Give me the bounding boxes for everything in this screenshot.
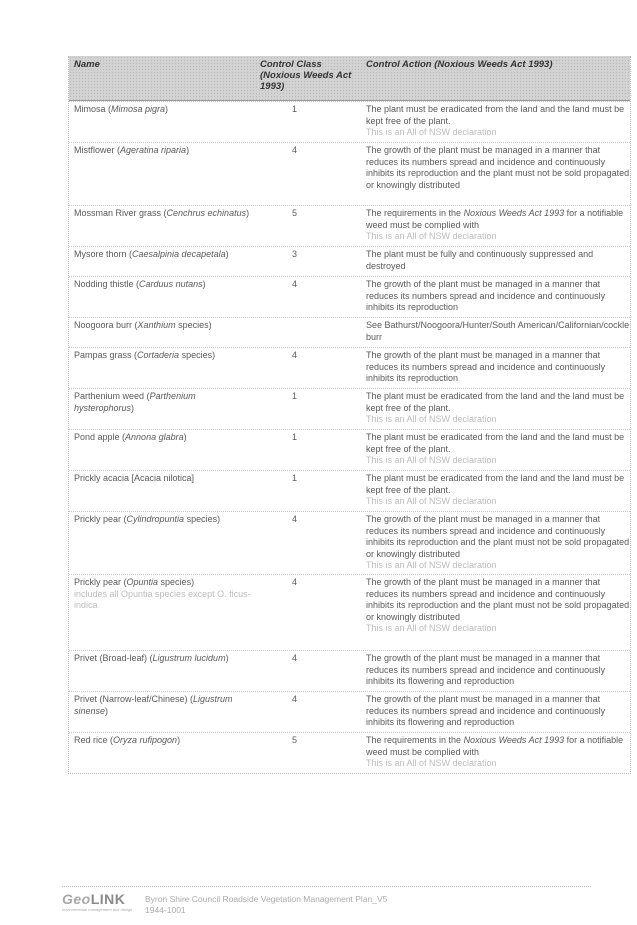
weed-name-cell <box>69 277 257 317</box>
control-action-cell <box>360 318 630 347</box>
common-name: Mistflower ( <box>74 145 121 155</box>
weed-name-cell <box>69 430 257 470</box>
control-class-cell: 1 <box>291 473 297 483</box>
control-action-cell <box>360 575 630 650</box>
control-class-cell: 4 <box>291 350 297 360</box>
common-name: Privet (Broad-leaf) ( <box>74 653 153 663</box>
name-suffix: species) <box>175 320 212 330</box>
name-suffix: ) <box>165 104 169 114</box>
table-row <box>69 511 630 574</box>
weed-name-cell <box>69 143 257 205</box>
common-name: Mysore thorn ( <box>74 249 133 259</box>
doc-number: 1944-1001 <box>145 904 186 915</box>
control-action-cell <box>360 430 630 470</box>
common-name: Parthenium weed ( <box>74 391 150 401</box>
weed-name-cell <box>69 247 257 276</box>
scientific-name: Opuntia <box>126 577 159 587</box>
weed-name-cell <box>69 651 257 691</box>
control-action-cell <box>360 692 630 732</box>
logo-geo-text: Geo <box>62 891 91 907</box>
control-action-text: The plant must be eradicated from the land and the land must be kept free of the plant. <box>366 104 625 126</box>
name-suffix: ) <box>225 249 229 259</box>
control-action-text: The growth of the plant must be managed in a manner that reduces its numbers spread and incidence and continuously inhibits its reproduction <box>366 279 606 313</box>
weed-name-cell <box>69 733 257 773</box>
control-class-cell: 1 <box>291 432 297 442</box>
name-suffix: ) <box>131 402 135 413</box>
common-name: Pond apple ( <box>74 432 126 442</box>
scientific-name: Ligustrum sinense <box>74 694 233 716</box>
table-row <box>69 650 630 691</box>
weed-name-cell <box>69 512 257 574</box>
scientific-name: Ligustrum lucidum <box>152 653 226 663</box>
weeds-table <box>68 56 631 774</box>
declaration-note: This is an All of NSW declaration <box>366 758 497 769</box>
control-action-text: The requirements in the <box>366 735 464 745</box>
control-action-cell <box>360 277 630 317</box>
control-action-cell <box>360 143 630 205</box>
scientific-name: Xanthium <box>137 320 176 330</box>
common-name: Noogoora burr ( <box>74 320 138 330</box>
weed-name-cell <box>69 318 257 347</box>
weed-name-cell <box>69 102 257 142</box>
name-suffix: species) <box>179 350 216 360</box>
scientific-name: Ageratina riparia <box>120 145 187 155</box>
control-action-text: The plant must be eradicated from the land and the land must be kept free of the plant. <box>366 391 625 413</box>
table-row <box>69 347 630 388</box>
header-control-class: Control Class (Noxious Weeds Act 1993) <box>260 59 352 92</box>
table-row <box>69 574 630 650</box>
logo-tagline: environmental management and design <box>62 907 133 912</box>
scientific-name: Cortaderia <box>137 350 180 360</box>
control-action-cell <box>360 733 630 773</box>
name-suffix: ) <box>183 432 187 442</box>
control-action-cell <box>360 348 630 388</box>
control-action-cell <box>360 471 630 511</box>
name-suffix: ) <box>202 279 206 289</box>
control-action-text: The plant must be eradicated from the land and the land must be kept free of the plant. <box>366 473 625 495</box>
act-reference: Noxious Weeds Act 1993 <box>463 735 565 745</box>
control-class-cell: 5 <box>291 735 297 745</box>
table-row <box>69 732 630 773</box>
scientific-name: Carduus nutans <box>139 279 203 289</box>
declaration-note: This is an All of NSW declaration <box>366 127 497 138</box>
control-action-text: The growth of the plant must be managed in a manner that reduces its numbers spread and incidence and continuously inhibits its flowering and reproduction <box>366 694 606 728</box>
geolink-logo <box>62 892 132 918</box>
weed-name-cell <box>69 389 257 429</box>
control-class-cell: 4 <box>291 145 297 155</box>
control-class-cell: 4 <box>291 279 297 289</box>
control-action-text: The plant must be fully and continuously suppressed and destroyed <box>366 249 594 271</box>
scientific-name: Caesalpinia decapetala <box>132 249 226 259</box>
weed-name-cell <box>69 206 257 246</box>
common-name: Mossman River grass ( <box>74 208 167 218</box>
control-action-cell <box>360 206 630 246</box>
scientific-name: Cenchrus echinatus <box>166 208 247 218</box>
name-suffix: ) <box>105 705 109 716</box>
header-control-action: Control Action (Noxious Weeds Act 1993) <box>366 59 553 70</box>
name-suffix: species) <box>158 577 195 587</box>
table-body <box>69 101 630 773</box>
common-name: Mimosa ( <box>74 104 112 114</box>
table-row <box>69 205 630 246</box>
footer-divider <box>62 886 591 887</box>
control-class-cell: 1 <box>291 391 297 401</box>
weed-name-cell <box>69 471 257 511</box>
name-suffix: ) <box>225 653 229 663</box>
doc-title: Byron Shire Council Roadside Vegetation Management Plan_V5 <box>145 894 388 904</box>
weed-name-cell <box>69 692 257 732</box>
control-action-text: The requirements in the <box>366 208 464 218</box>
declaration-note: This is an All of NSW declaration <box>366 623 497 634</box>
table-row <box>69 429 630 470</box>
name-suffix: ) <box>186 145 190 155</box>
name-suffix: ) <box>177 735 181 745</box>
control-action-text-end: for a notifiable weed must be complied with <box>366 735 624 757</box>
table-row <box>69 388 630 429</box>
control-class-cell: 1 <box>291 104 297 114</box>
control-action-text-end: for a notifiable weed must be complied with <box>366 208 624 230</box>
control-class-cell: 4 <box>291 694 297 704</box>
declaration-note: This is an All of NSW declaration <box>366 496 497 507</box>
control-action-text: The growth of the plant must be managed in a manner that reduces its numbers spread and incidence and continuously inhibits its reproduction and the plant must not be sold propagated or knowingly distributed <box>366 145 630 190</box>
header-name: Name <box>74 59 100 70</box>
control-action-cell <box>360 512 630 574</box>
control-action-cell <box>360 247 630 276</box>
common-name: Prickly acacia [Acacia nilotica] <box>74 473 195 483</box>
control-action-text: The plant must be eradicated from the land and the land must be kept free of the plant. <box>366 432 625 454</box>
control-class-cell: 4 <box>291 577 297 587</box>
common-name: Privet (Narrow-leaf/Chinese) ( <box>74 694 194 704</box>
table-row <box>69 142 630 205</box>
control-action-cell <box>360 102 630 142</box>
control-class-cell: 5 <box>291 208 297 218</box>
table-row <box>69 276 630 317</box>
control-action-text: The growth of the plant must be managed in a manner that reduces its numbers spread and incidence and continuously inhibits its flowering and reproduction <box>366 653 606 687</box>
name-suffix: species) <box>184 514 221 524</box>
control-action-cell <box>360 389 630 429</box>
declaration-note: This is an All of NSW declaration <box>366 560 497 571</box>
scientific-name: Oryza rufipogon <box>113 735 178 745</box>
scientific-name: Parthenium hysterophorus <box>74 391 196 413</box>
declaration-note: This is an All of NSW declaration <box>366 455 497 466</box>
common-name: Pampas grass ( <box>74 350 138 360</box>
table-row <box>69 246 630 276</box>
footer-text <box>145 894 387 915</box>
weed-name-cell <box>69 348 257 388</box>
control-class-cell: 3 <box>291 249 297 259</box>
table-row <box>69 317 630 347</box>
table-header <box>69 56 630 101</box>
name-note: includes all Opuntia species except O. ficus-indica <box>74 588 251 611</box>
common-name: Prickly pear ( <box>74 514 127 524</box>
common-name: Prickly pear ( <box>74 577 127 587</box>
control-action-text: The growth of the plant must be managed in a manner that reduces its numbers spread and incidence and continuously inhibits its reproduction and the plant must not be sold propagated or knowingly distributed <box>366 577 630 622</box>
control-action-cell <box>360 651 630 691</box>
common-name: Nodding thistle ( <box>74 279 140 289</box>
logo-link-text: LINK <box>90 891 126 907</box>
scientific-name: Annona glabra <box>125 432 184 442</box>
table-row <box>69 101 630 142</box>
control-action-text: The growth of the plant must be managed in a manner that reduces its numbers spread and incidence and continuously inhibits its reproduction and the plant must not be sold propagated or knowingly distributed <box>366 514 630 559</box>
weed-name-cell <box>69 575 257 650</box>
name-suffix: ) <box>246 208 250 218</box>
table-row <box>69 470 630 511</box>
act-reference: Noxious Weeds Act 1993 <box>463 208 565 218</box>
declaration-note: This is an All of NSW declaration <box>366 231 497 242</box>
control-class-cell: 4 <box>291 514 297 524</box>
table-row <box>69 691 630 732</box>
scientific-name: Mimosa pigra <box>111 104 166 114</box>
control-class-cell: 4 <box>291 653 297 663</box>
control-action-text: The growth of the plant must be managed in a manner that reduces its numbers spread and incidence and continuously inhibits its reproduction <box>366 350 606 384</box>
common-name: Red rice ( <box>74 735 114 745</box>
scientific-name: Cylindropuntia <box>126 514 185 524</box>
control-class-cell <box>257 318 360 347</box>
control-action-text: See Bathurst/Noogoora/Hunter/South American/Californian/cockle burr <box>366 320 630 342</box>
declaration-note: This is an All of NSW declaration <box>366 414 497 425</box>
